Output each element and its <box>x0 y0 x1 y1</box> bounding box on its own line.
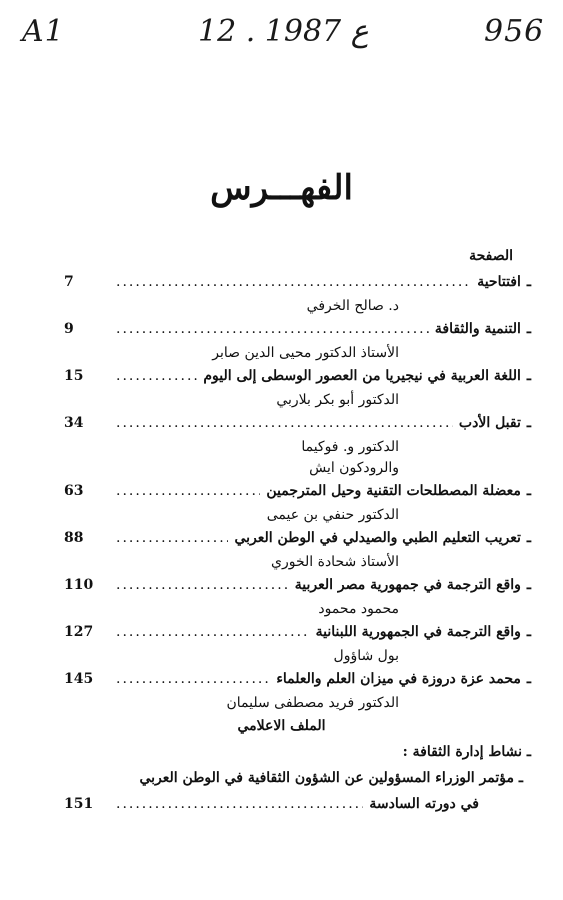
toc-entry[interactable] <box>0 665 563 712</box>
entry-title: تعريب التعليم الطبي والصيدلي في الوطن العربي <box>234 530 521 546</box>
author-name: الدكتور فريد مصطفى سليمان <box>226 695 399 711</box>
entry-author <box>90 505 399 526</box>
entry-title: اللغة العربية في نيجيريا من العصور الوسطى إلى اليوم <box>203 368 521 384</box>
entry-dash: ـ <box>526 368 531 384</box>
author-name: الأستاذ شحادة الخوري <box>271 554 399 570</box>
page-column-header: الصفحة <box>469 248 513 264</box>
activity-item-subtitle: في دورته السادسة <box>369 796 479 812</box>
entry-dash: ـ <box>526 274 531 290</box>
entry-page-number: 9 <box>64 321 74 337</box>
entry-dash: ـ <box>526 483 531 499</box>
entry-author <box>90 296 399 317</box>
author-name: محمود محمود <box>318 601 399 617</box>
author-name: الدكتور و. فوكيما <box>301 439 399 455</box>
toc-entry-row <box>64 577 531 597</box>
entry-page-number: 15 <box>64 368 84 384</box>
toc-entry-row <box>64 321 531 341</box>
leader-dots <box>116 577 289 593</box>
toc-entry[interactable] <box>0 477 563 524</box>
toc-entry-row <box>64 671 531 691</box>
entry-page-number: 145 <box>64 671 94 687</box>
toc-entry[interactable] <box>0 409 563 477</box>
entry-author <box>90 552 399 573</box>
handwritten-date: 12 . ع 1987 <box>198 14 369 49</box>
leader-dots <box>116 415 453 431</box>
leader-dots <box>116 796 363 812</box>
entry-title: واقع الترجمة في جمهورية مصر العربية <box>294 577 521 593</box>
activity-heading: ـ نشاط إدارة الثقافة : <box>402 744 531 760</box>
toc-entry[interactable] <box>0 268 563 315</box>
leader-dots <box>116 321 429 337</box>
toc-entry[interactable] <box>0 362 563 409</box>
entry-page-number: 88 <box>64 530 84 546</box>
leader-dots <box>116 530 228 546</box>
leader-dots <box>116 624 310 640</box>
toc-entry[interactable] <box>0 618 563 665</box>
entry-title: التنمية والثقافة <box>434 321 521 337</box>
entry-page-number: 7 <box>64 274 74 290</box>
handwritten-code: A1 <box>22 14 65 49</box>
entry-title: واقع الترجمة في الجمهورية اللبنانية <box>315 624 521 640</box>
entry-dash: ـ <box>526 624 531 640</box>
entry-title: معضلة المصطلحات التقنية وحيل المترجمين <box>266 483 521 499</box>
toc-entry-row <box>64 274 531 294</box>
table-of-contents <box>0 268 563 712</box>
activity-item-title: ـ مؤتمر الوزراء المسؤولين عن الشؤون الثقافية في الوطن العربي <box>139 770 523 786</box>
handwritten-number: 956 <box>484 14 545 49</box>
section-title: الملف الاعلامي <box>237 718 326 734</box>
entry-author <box>90 343 399 364</box>
entry-author <box>90 693 399 714</box>
activity-item-page: 151 <box>64 796 94 812</box>
author-name: والرودكون ايش <box>309 460 399 476</box>
author-name: الدكتور حنفي بن عيمى <box>266 507 399 523</box>
entry-dash: ـ <box>526 321 531 337</box>
author-name: الأستاذ الدكتور محيى الدين صابر <box>212 345 399 361</box>
entry-dash: ـ <box>526 577 531 593</box>
leader-dots <box>116 671 270 687</box>
leader-dots <box>116 368 197 384</box>
entry-page-number: 34 <box>64 415 84 431</box>
leader-dots <box>116 483 260 499</box>
entry-page-number: 110 <box>64 577 94 593</box>
leader-dots <box>116 274 471 290</box>
entry-author <box>90 390 399 411</box>
entry-dash: ـ <box>526 530 531 546</box>
toc-entry-row <box>64 368 531 388</box>
toc-entry[interactable] <box>0 571 563 618</box>
toc-entry-row <box>64 415 531 435</box>
author-name: د. صالح الخرفي <box>306 298 399 314</box>
entry-dash: ـ <box>526 671 531 687</box>
entry-page-number: 127 <box>64 624 94 640</box>
toc-entry-row <box>64 483 531 503</box>
toc-entry[interactable] <box>0 524 563 571</box>
entry-title: افتتاحية <box>477 274 521 290</box>
page-title: الفهـــرس <box>210 168 353 208</box>
entry-author <box>90 437 399 479</box>
entry-title: تقبل الأدب <box>458 415 521 431</box>
toc-entry-row <box>64 624 531 644</box>
entry-author <box>90 646 399 667</box>
activity-item-row[interactable] <box>64 796 479 816</box>
entry-page-number: 63 <box>64 483 84 499</box>
entry-author <box>90 599 399 620</box>
entry-dash: ـ <box>526 415 531 431</box>
entry-title: محمد عزة دروزة في ميزان العلم والعلماء <box>276 671 521 687</box>
toc-entry-row <box>64 530 531 550</box>
author-name: بول شاؤول <box>333 648 399 664</box>
toc-entry[interactable] <box>0 315 563 362</box>
author-name: الدكتور أبو بكر بلاربي <box>276 392 399 408</box>
